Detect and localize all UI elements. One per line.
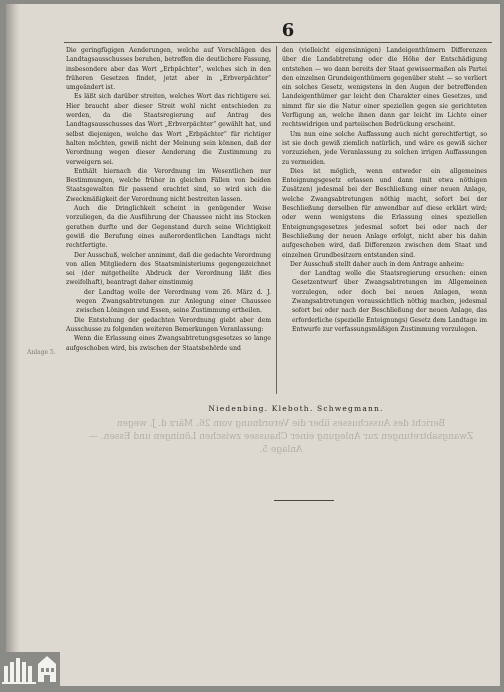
paragraph: Es läßt sich darüber streiten, welches Wort das richtigere sei. Hier braucht aber dieser Streit wohl nicht entschieden zu werden, da die Staatsregierung auf Antrag des Landtagsausschusses das Wort „Erbverpächter“ gewählt hat, und selbst diejenigen, welche das Wort „Erbpächter“ für richtiger halten möchten, gewiß nicht der Meinung sein können, daß der Verordnung wegen dieser Aenderung die Zustimmung zu verweigern sei.: [66, 93, 271, 166]
paragraph: Die Entstehung der gedachten Verordnung giebt aber dem Ausschusse zu folgenden weiteren Bemerkungen Veranlassung:: [66, 316, 271, 333]
paragraph: Der Ausschuß stellt daher auch in dem Antrage anheim:: [290, 260, 465, 268]
paragraph: Auch die Dringlichkeit scheint in genügender Weise vorzuliegen, da die Ausführung der Chaussee nicht ins Stocken gerathen durfte und der Gegenstand durch seine Wichtigkeit gewiß die Berufung eines außerordentlichen Landtags nicht rechtfertigte.: [66, 205, 271, 250]
paragraph: Enthält hiernach die Verordnung im Wesentlichen nur Bestimmungen, welche früher in gleichen Fällen von beiden Staatsgewalten für passend erachtet sind, so wird sich die Zweckmäßigkeit der Verordnung nicht bestreiten lassen.: [66, 167, 271, 203]
document-page: [6, 4, 500, 686]
page-number: 6: [281, 20, 295, 41]
paragraph: Die geringfügigen Aenderungen, welche auf Vorschlägen des Landtagsausschusses beruhen, betreffen die deutlichere Fassung, insbesondere aber das Wort „Erbpächter“, welches sich in den früheren Gesetzen findet, jetzt aber in „Erbverpächter“ umgeändert ist.: [66, 47, 271, 92]
short-rule: [274, 500, 334, 501]
left-column: [66, 46, 271, 353]
paragraph: Wenn die Erlassung eines Zwangsabtretungsgesetzes so lange aufgeschoben wird, bis zwischen der Staatsbehörde und: [66, 335, 271, 352]
paragraph: den (vielleicht eigensinnigen) Landeigenthümern Differenzen über die Landabtretung oder die Höhe der Entschädigung entstehen — wo dann bereits der Staat gewissermaßen als Partei den einzelnen Grundeigenthümern gegenüber steht — so verliert ein solches Gesetz, wenigstens in den Augen der betreffenden Landeigenthümer gar leicht den Charakter eines Gesetzes, und nimmt für sie die Natur einer speziellen gegen sie gerichteten Verfügung an, welche ihnen dann gar leicht im Lichte einer rechtswidrigen und parteiischen Bedrückung erscheint.: [282, 47, 487, 129]
library-logo-icon: [0, 652, 60, 686]
book-spine-shadow: [6, 4, 20, 686]
right-column: [282, 46, 487, 334]
paragraph: Dies ist möglich, wenn entweder ein allgemeines Enteignungsgesetz erlassen und dann (mit etwa nöthigen Zusätzen) jedesmal bei der Beschließung einer neuen Anlage, welche Zwangsabtretungen nöthig macht, sofort bei der Beschließung derselben für anwendbar auf diese erklärt wird; oder wenn wenigstens die Erlassung eines speziellen Enteignungsgesetzes jedesmal sofort bei oder nach der Beschließung der neuen Anlage erfolgt, nicht aber bis dahin aufgeschoben wird, daß Differenzen zwischen dem Staat und einzelnen Grundbesitzern entstanden sind.: [282, 167, 487, 259]
paragraph: Um nun eine solche Auffassung auch nicht gerechtfertigt, so ist sie doch gewiß ziemlich natürlich, und wäre es gewiß sicher vorzuziehen, jede Veranlassung zu solchen irrigen Auffassungen zu vermeiden.: [282, 130, 487, 166]
bleed-through-text: [76, 454, 486, 614]
bleed-through-title: Bericht des Ausschusses über die Verordnung vom 26. März d. J. wegen Zwangsabtretungen zur Anlegung einer Chaussee zwischen Löningen und Essen. — Anlage 5.: [88, 419, 474, 455]
proposal-quote: der Landtag wolle der Verordnung vom 26. März d. J. wegen Zwangsabtretungen zur Anlegung einer Chaussee zwischen Löningen und Essen, seine Zustimmung ertheilen.: [76, 288, 271, 315]
column-divider: [276, 46, 277, 394]
header-rule: [64, 42, 492, 43]
signatures: Niedenbing. Kleboth. Schwegmann.: [208, 404, 384, 413]
paragraph: Der Ausschuß, welcher annimmt, daß die gedachte Verordnung von allen Mitgliedern des Staatsministeriums gegengezeichnet sei (der mitgetheilte Abdruck der Verordnung läßt dies zweifelhaft), beantragt daher einstimmig: [66, 251, 271, 287]
proposal-quote: der Landtag wolle die Staatsregierung ersuchen: einen Gesetzentwurf über Zwangsabtretungen im Allgemeinen vorzulegen, oder doch bei neuen Anlagen, wenn Zwangsabtretungen voraussichtlich nöthig machen, jedesmal sofort bei oder nach der Beschließung der neuen Anlage, das erforderliche (spezielle Enteignungs) Gesetz dem Landtage im Entwurfe zur verfassungsmäßigen Zustimmung vorzulegen.: [292, 270, 487, 333]
marginal-note: Anlage 5.: [27, 349, 56, 356]
